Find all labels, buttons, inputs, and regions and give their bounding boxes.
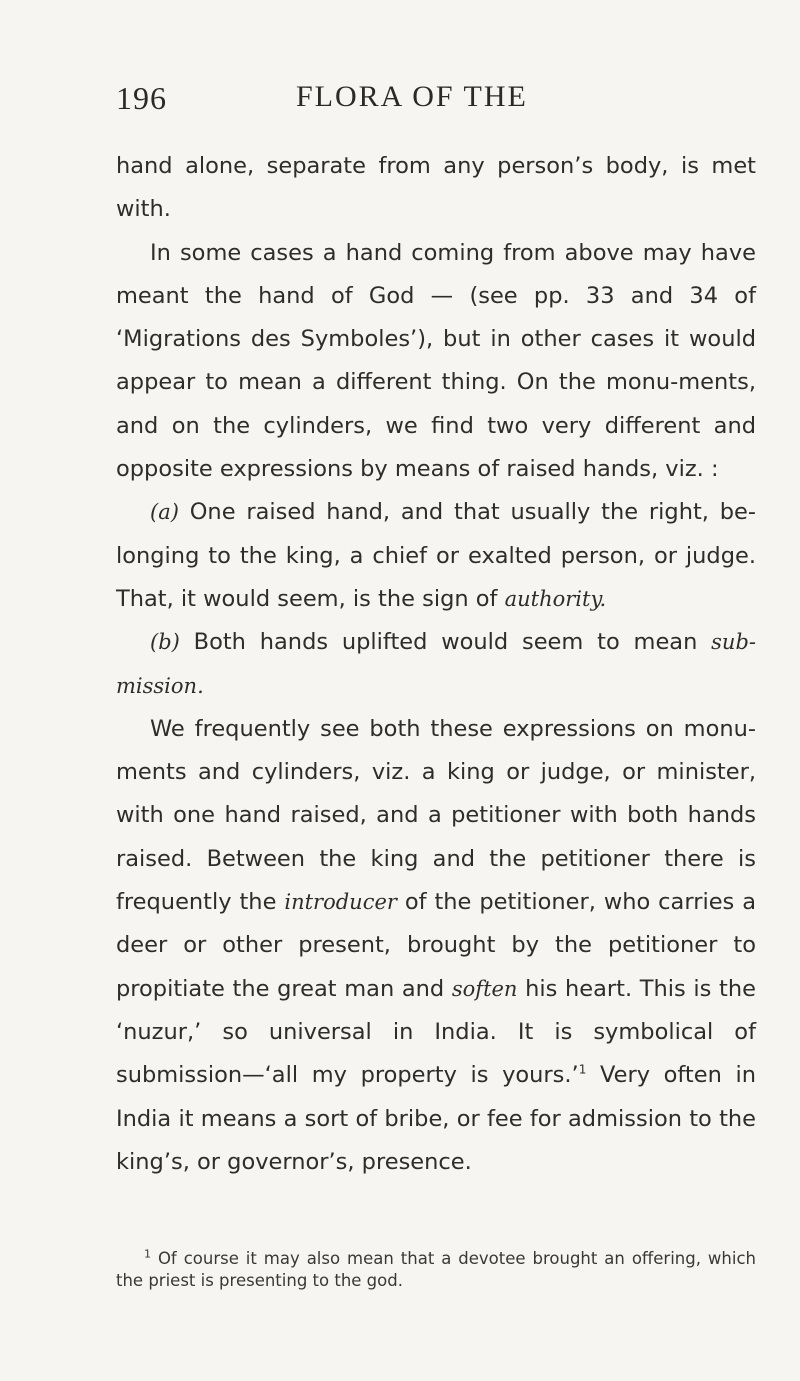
footnote (116, 1248, 756, 1292)
nuzur-text-3: his heart. This is the ‘nuzur,’ so universal in India. It is symbolical of submission—‘all my property is yours.’ (116, 975, 756, 1089)
nuzur-text-2: of the petitioner, who carries a deer or other present, brought by the petitioner to propitiate the great man and (116, 889, 756, 1002)
footnote-reference[interactable]: 1 (578, 1062, 587, 1077)
authority-text: One raised hand, and that usually the right, be-longing to the king, a chief or exalted person, or judge. That, it would seem, is the sign of (116, 499, 756, 612)
paragraph-nuzur (116, 708, 756, 1184)
page-number: 196 (116, 80, 167, 116)
running-head (0, 80, 800, 120)
paragraph-submission (116, 621, 756, 708)
running-title: FLORA OF THE (296, 80, 528, 113)
footnote-text: Of course it may also mean that a devotee brought an offering, which the priest is presenting to the god. (116, 1249, 756, 1290)
introducer-emphasis: introducer (284, 890, 397, 915)
submission-emphasis: sub-mission. (116, 630, 756, 698)
paragraph-authority (116, 491, 756, 621)
authority-emphasis: authority. (504, 586, 607, 611)
nuzur-text-1: We frequently see both these expressions on monu-ments and cylinders, viz. a king or judge, or minister, with one hand raised, and a petitioner with both hands raised. Between the king and the petitioner there is frequently the (116, 715, 756, 916)
paragraph-hand-of-god: In some cases a hand coming from above may have meant the hand of God — (see pp. 33 and 34 of ‘Migrations des Symboles’), but in other cases it would appear to mean a different thing. On the monu-ments, and on the cylinders, we find two very different and opposite expressions by means of raised hands, viz. : (116, 239, 756, 483)
soften-emphasis: soften (451, 976, 518, 1001)
footnote-marker: 1 (144, 1247, 151, 1261)
nuzur-text-4: Very often in India it means a sort of bribe, or fee for admission to the king’s, or governor’s, presence. (116, 1062, 756, 1175)
paragraph-continuation: hand alone, separate from any person’s body, is met with. (116, 153, 756, 223)
body-text (116, 145, 756, 1184)
item-marker-b: (b) (150, 630, 180, 655)
submission-text: Both hands uplifted would seem to mean (179, 629, 712, 656)
item-marker-a: (a) (150, 500, 179, 525)
